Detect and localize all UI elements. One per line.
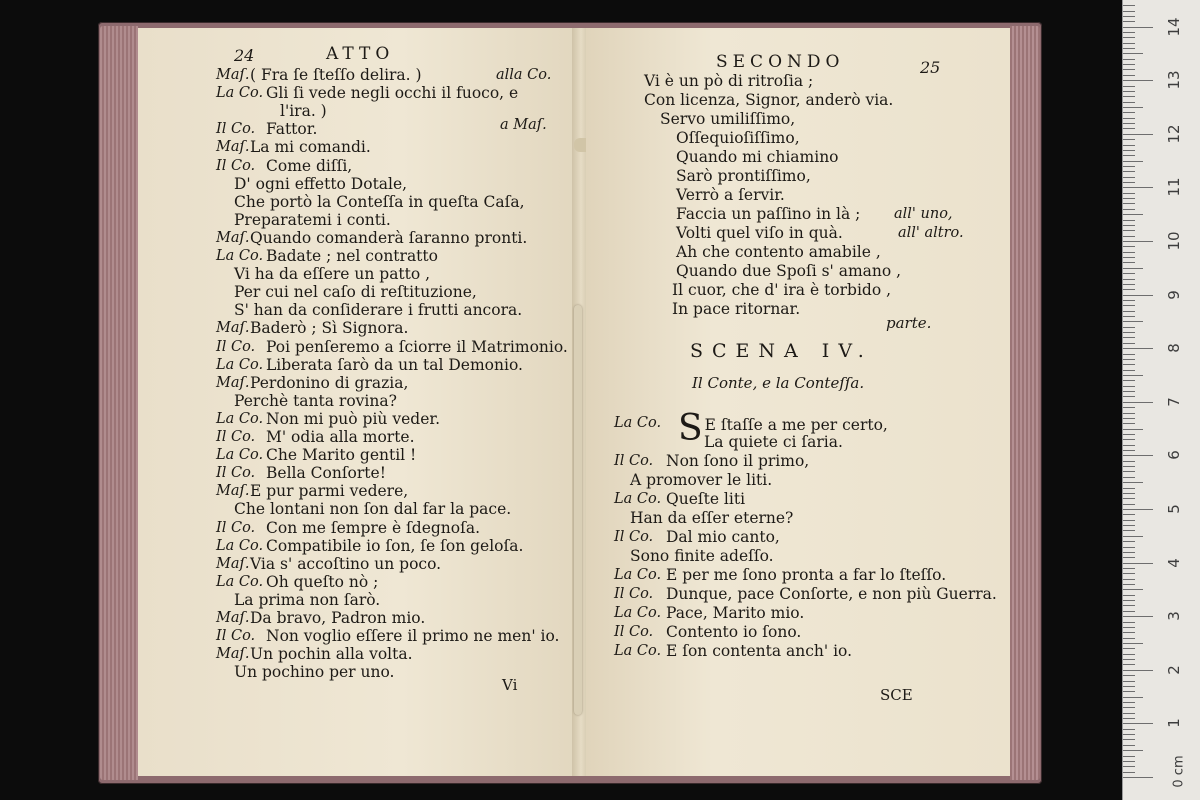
- ruler-tick: [1123, 766, 1135, 767]
- ruler-tick: [1123, 375, 1143, 376]
- right-page: [586, 28, 1010, 776]
- ruler-tick: [1123, 616, 1153, 617]
- verse-text: Quando due Spoſi s' amano ,: [676, 262, 902, 280]
- dialogue-text: Dunque, pace Conſorte, e non più Guerra.: [666, 585, 997, 603]
- ruler-tick: [1123, 166, 1135, 167]
- speaker-label: La Co.: [216, 537, 264, 554]
- left-catchword: Vi: [502, 676, 518, 694]
- verse-text: Con licenza, Signor, anderò via.: [644, 91, 894, 109]
- ruler-tick: [1123, 772, 1135, 773]
- ruler-tick: [1123, 305, 1135, 306]
- ruler-tick: [1123, 579, 1135, 580]
- ruler-tick: [1123, 354, 1135, 355]
- dialogue-text: Pace, Marito mio.: [666, 604, 805, 622]
- ruler-tick: [1123, 445, 1135, 446]
- ruler-tick: [1123, 300, 1135, 301]
- ruler-tick: [1123, 675, 1135, 676]
- ruler-tick: [1123, 600, 1135, 601]
- ruler-tick: [1123, 246, 1135, 247]
- ruler-tick: [1123, 64, 1135, 65]
- ruler-tick: [1123, 584, 1135, 585]
- ruler-tick: [1123, 707, 1135, 708]
- speaker-label: Il Co.: [216, 628, 256, 645]
- ruler-tick: [1123, 595, 1135, 596]
- ruler-tick: [1123, 541, 1135, 542]
- speaker-label: Maſ.: [216, 610, 250, 626]
- ruler-tick: [1123, 295, 1153, 296]
- ruler-tick: [1123, 573, 1135, 574]
- right-page-number: 25: [920, 58, 941, 77]
- line-text: Baderò ; Sì Signora.: [250, 319, 409, 338]
- ruler-number: 2: [1165, 665, 1183, 675]
- ruler-tick: [1123, 348, 1153, 349]
- ruler-tick: [1123, 461, 1135, 462]
- ruler-tick: [1123, 241, 1153, 242]
- ruler-number: 10: [1165, 231, 1183, 251]
- dialogue-text: Dal mio canto,: [666, 528, 780, 546]
- ruler-tick: [1123, 697, 1143, 698]
- ruler-tick: [1123, 16, 1135, 17]
- line-text: Come diſſi,: [266, 156, 353, 175]
- line-text: Liberata ſarò da un tal Demonio.: [266, 355, 523, 374]
- ruler-tick: [1123, 11, 1135, 12]
- ruler-tick: [1123, 718, 1135, 719]
- ruler-number: 9: [1165, 289, 1183, 300]
- ruler-tick: [1123, 439, 1135, 440]
- line-text: S' han da conſiderare i frutti ancora.: [234, 301, 523, 320]
- ruler-tick: [1123, 557, 1135, 558]
- line-text: Preparatemi i conti.: [234, 210, 391, 229]
- ruler-tick: [1123, 482, 1143, 483]
- speaker-label: La Co.: [216, 356, 264, 373]
- dialogue-text: A promover le liti.: [630, 471, 773, 489]
- ruler-tick: [1123, 713, 1135, 714]
- speaker-label: Maſ.: [216, 483, 250, 500]
- ruler-tick: [1123, 262, 1135, 263]
- dialogue-text: E per me ſono pronta a far lo ſteſſo.: [666, 566, 947, 584]
- ruler-tick: [1123, 145, 1135, 146]
- ruler-tick: [1123, 547, 1135, 548]
- ruler-tick: [1123, 681, 1135, 682]
- ruler-tick: [1123, 327, 1135, 328]
- stage-direction: alla Co.: [496, 67, 552, 83]
- ruler-tick: [1123, 514, 1135, 515]
- ruler-tick: [1123, 161, 1143, 162]
- speaker-label: La Co.: [614, 415, 662, 431]
- ruler-tick: [1123, 332, 1135, 333]
- speaker-label: Il Co.: [216, 465, 256, 482]
- line-text: Via s' accoſtino un poco.: [250, 554, 442, 573]
- ruler-tick: [1123, 563, 1153, 564]
- ruler-tick: [1123, 59, 1135, 60]
- ruler-tick: [1123, 622, 1135, 623]
- ruler-tick: [1123, 407, 1135, 408]
- ruler-number: 12: [1165, 124, 1183, 144]
- ruler-tick: [1123, 638, 1135, 639]
- dialogue-text: Sono finite adeſſo.: [630, 547, 774, 565]
- ruler-tick: [1123, 252, 1135, 253]
- line-text: Oh queſto nò ;: [266, 572, 379, 591]
- ruler-number: 4: [1165, 557, 1183, 568]
- ruler-tick: [1123, 648, 1135, 649]
- verse-text: Ah che contento amabile ,: [676, 243, 881, 261]
- ruler-tick: [1123, 53, 1143, 54]
- ruler-tick: [1123, 43, 1135, 44]
- ruler-tick: [1123, 193, 1135, 194]
- ruler-tick: [1123, 32, 1135, 33]
- ruler-tick: [1123, 568, 1135, 569]
- ruler-tick: [1123, 686, 1135, 687]
- speaker-label: Il Co.: [614, 586, 654, 602]
- ruler-number: 7: [1165, 397, 1183, 407]
- ruler-tick: [1123, 118, 1135, 119]
- ruler-tick: [1123, 289, 1135, 290]
- ruler-tick: [1123, 343, 1135, 344]
- line-text: Da bravo, Padron mio.: [250, 609, 426, 627]
- measuring-ruler: [1122, 0, 1200, 800]
- line-text: Un pochin alla volta.: [250, 645, 413, 664]
- verse-text: Vi è un pò di ritroſia ;: [644, 72, 814, 90]
- ruler-tick: [1123, 155, 1135, 156]
- right-catchword: SCE: [880, 686, 913, 704]
- ruler-tick: [1123, 209, 1135, 210]
- ruler-tick: [1123, 380, 1135, 381]
- ruler-tick: [1123, 761, 1135, 762]
- speaker-label: Il Co.: [216, 157, 256, 174]
- ruler-unit-label: 0 cm: [1171, 755, 1187, 788]
- verse-text: Servo umiliſſimo,: [660, 110, 796, 128]
- speaker-label: Maſ.: [216, 229, 250, 246]
- verse-text: Quando mi chiamino: [676, 148, 839, 166]
- ruler-number: 13: [1165, 70, 1183, 90]
- ruler-tick: [1123, 21, 1135, 22]
- verse-text: Oſſequioſiſſimo,: [676, 129, 800, 147]
- ruler-tick: [1123, 128, 1135, 129]
- ruler-number: 8: [1165, 343, 1183, 353]
- ruler-tick: [1123, 48, 1135, 49]
- speaker-label: La Co.: [614, 567, 662, 583]
- speaker-label: La Co.: [614, 643, 662, 659]
- ruler-tick: [1123, 450, 1135, 451]
- ruler-tick: [1123, 520, 1135, 521]
- ruler-tick: [1123, 471, 1135, 472]
- line-text: Vi ha da eſſere un patto ,: [234, 265, 431, 284]
- ruler-tick: [1123, 359, 1135, 360]
- speaker-label: Il Co.: [216, 338, 256, 355]
- speaker-label: La Co.: [216, 85, 264, 102]
- ruler-tick: [1123, 27, 1153, 28]
- ruler-tick: [1123, 756, 1135, 757]
- ruler-number: 11: [1165, 177, 1183, 197]
- speaker-label: Maſ.: [216, 67, 250, 83]
- ruler-tick: [1123, 214, 1143, 215]
- ruler-tick: [1123, 777, 1153, 778]
- speaker-label: Maſ.: [216, 374, 250, 391]
- ruler-tick: [1123, 182, 1135, 183]
- left-page-number: 24: [234, 46, 255, 65]
- speaker-label: La Co.: [216, 248, 264, 264]
- binding-thread: [574, 305, 582, 715]
- ruler-tick: [1123, 187, 1153, 188]
- ruler-number: 14: [1165, 17, 1183, 37]
- ruler-tick: [1123, 429, 1143, 430]
- ruler-tick: [1123, 284, 1135, 285]
- ruler-tick: [1123, 605, 1135, 606]
- line-text: Perdonino di grazia,: [250, 373, 409, 392]
- speaker-label: Il Co.: [614, 529, 654, 545]
- dialogue-text-rest: E ſtaſſe a me per certo,: [704, 416, 888, 434]
- speaker-label: Maſ.: [216, 646, 250, 663]
- ruler-tick: [1123, 423, 1135, 424]
- ruler-tick: [1123, 750, 1143, 751]
- dialogue-text: Queſte liti: [666, 490, 746, 508]
- ruler-tick: [1123, 107, 1143, 108]
- line-text: l'ira. ): [280, 102, 327, 121]
- ruler-tick: [1123, 370, 1135, 371]
- ruler-tick: [1123, 391, 1135, 392]
- verse-text: In pace ritornar.: [672, 300, 801, 318]
- ruler-tick: [1123, 123, 1135, 124]
- scene-title: SCENA IV.: [690, 340, 873, 362]
- ruler-tick: [1123, 691, 1135, 692]
- ruler-number: 6: [1165, 450, 1183, 461]
- stage-direction: all' altro.: [898, 225, 964, 241]
- ruler-tick: [1123, 37, 1135, 38]
- ruler-tick: [1123, 739, 1135, 740]
- ruler-tick: [1123, 466, 1135, 467]
- ruler-tick: [1123, 504, 1135, 505]
- ruler-tick: [1123, 257, 1135, 258]
- ruler-tick: [1123, 418, 1135, 419]
- speaker-label: Il Co.: [216, 519, 256, 536]
- speaker-label: La Co.: [216, 410, 264, 427]
- speaker-label: La Co.: [216, 447, 264, 464]
- book-edge-right: [1010, 26, 1040, 780]
- ruler-tick: [1123, 112, 1135, 113]
- ruler-tick: [1123, 493, 1135, 494]
- line-text: Quando comanderà ſaranno pronti.: [250, 228, 528, 247]
- ruler-tick: [1123, 589, 1143, 590]
- line-text: Che Marito gentil !: [266, 446, 417, 465]
- ruler-tick: [1123, 498, 1135, 499]
- line-text: Perchè tanta rovina?: [234, 391, 397, 410]
- line-text: Badate ; nel contratto: [266, 247, 438, 265]
- ruler-tick: [1123, 86, 1135, 87]
- left-page: [138, 28, 578, 776]
- ruler-tick: [1123, 477, 1135, 478]
- ruler-number: 1: [1165, 718, 1183, 729]
- line-text: ( Fra ſe ſteſſo delira. ): [250, 66, 422, 84]
- line-text: E pur parmi vedere,: [250, 482, 409, 501]
- speaker-label: Il Co.: [216, 121, 256, 138]
- ruler-tick: [1123, 434, 1135, 435]
- ruler-tick: [1123, 413, 1135, 414]
- ruler-tick: [1123, 139, 1135, 140]
- speaker-label: Maſ.: [216, 555, 250, 572]
- dialogue-text: E ſon contenta anch' io.: [666, 642, 853, 660]
- ruler-tick: [1123, 96, 1135, 97]
- right-running-head: SECONDO: [716, 52, 845, 72]
- speaker-label: Maſ.: [216, 320, 250, 337]
- ruler-tick: [1123, 702, 1135, 703]
- ruler-tick: [1123, 536, 1143, 537]
- ruler-tick: [1123, 611, 1135, 612]
- ruler-tick: [1123, 659, 1135, 660]
- line-text: Un pochino per uno.: [234, 663, 395, 682]
- dialogue-text: Han da eſſer eterne?: [630, 509, 794, 527]
- ruler-tick: [1123, 321, 1143, 322]
- exit-note: parte.: [886, 314, 932, 332]
- line-text: D' ogni effetto Dotale,: [234, 174, 408, 193]
- ruler-tick: [1123, 69, 1135, 70]
- ruler-tick: [1123, 627, 1135, 628]
- stage-direction: all' uno,: [894, 206, 953, 222]
- line-text: La prima non ſarò.: [234, 590, 381, 609]
- line-text: La mi comandi.: [250, 138, 371, 157]
- ruler-tick: [1123, 654, 1135, 655]
- ruler-tick: [1123, 134, 1153, 135]
- ruler-tick: [1123, 279, 1135, 280]
- ruler-tick: [1123, 236, 1135, 237]
- verse-text: Il cuor, che d' ira è torbido ,: [672, 281, 892, 299]
- stage-direction: a Maſ.: [500, 117, 547, 134]
- ruler-tick: [1123, 203, 1135, 204]
- ruler-tick: [1123, 670, 1153, 671]
- line-text: Per cui nel caſo di reſtituzione,: [234, 283, 477, 302]
- ruler-tick: [1123, 337, 1135, 338]
- ruler-tick: [1123, 198, 1135, 199]
- ruler-tick: [1123, 723, 1153, 724]
- line-text: Bella Conſorte!: [266, 464, 386, 483]
- ruler-tick: [1123, 150, 1135, 151]
- book-edge-left: [100, 26, 138, 780]
- ruler-tick: [1123, 455, 1153, 456]
- ruler-tick: [1123, 664, 1135, 665]
- ruler-tick: [1123, 632, 1135, 633]
- scene-characters: Il Conte, e la Conteſſa.: [692, 374, 865, 392]
- ruler-tick: [1123, 552, 1135, 553]
- verse-text: Volti quel viſo in quà.: [676, 224, 843, 242]
- line-text: Non voglio eſſere il primo ne men' io.: [266, 627, 560, 646]
- ruler-tick: [1123, 386, 1135, 387]
- ruler-tick: [1123, 643, 1143, 644]
- ruler-number: 5: [1165, 504, 1183, 514]
- ruler-tick: [1123, 316, 1135, 317]
- ruler-tick: [1123, 745, 1135, 746]
- ruler-tick: [1123, 364, 1135, 365]
- ruler-number: 3: [1165, 611, 1183, 621]
- speaker-label: Maſ.: [216, 139, 250, 156]
- ruler-tick: [1123, 75, 1135, 76]
- left-running-head: ATTO: [326, 44, 395, 64]
- speaker-label: La Co.: [614, 605, 662, 621]
- ruler-tick: [1123, 225, 1135, 226]
- line-text: Che portò la Conteſſa in queſta Caſa,: [234, 192, 525, 211]
- ruler-tick: [1123, 5, 1135, 6]
- ruler-tick: [1123, 102, 1135, 103]
- ruler-tick: [1123, 509, 1153, 510]
- verse-text: Sarò prontiſſimo,: [676, 167, 811, 185]
- ruler-tick: [1123, 177, 1135, 178]
- ruler-tick: [1123, 220, 1135, 221]
- ruler-tick: [1123, 525, 1135, 526]
- ruler-tick: [1123, 80, 1153, 81]
- speaker-label: La Co.: [216, 573, 264, 590]
- ruler-tick: [1123, 230, 1135, 231]
- line-text: Non mi può più veder.: [266, 409, 440, 428]
- speaker-label: Il Co.: [614, 453, 654, 469]
- line-text: Poi penſeremo a ſciorre il Matrimonio.: [266, 337, 568, 356]
- line-text: Fattor.: [266, 120, 318, 139]
- ruler-tick: [1123, 171, 1135, 172]
- ruler-tick: [1123, 734, 1135, 735]
- ruler-tick: [1123, 530, 1135, 531]
- line-text: Con me ſempre è ſdegnoſa.: [266, 518, 481, 537]
- verse-text: Faccia un paſſino in là ;: [676, 205, 861, 223]
- dialogue-text: Non ſono il primo,: [666, 452, 810, 470]
- ruler-tick: [1123, 396, 1135, 397]
- ruler-tick: [1123, 402, 1153, 403]
- ruler-tick: [1123, 729, 1135, 730]
- speaker-label: Il Co.: [614, 624, 654, 640]
- line-text: Gli ſi vede negli occhi il fuoco, e: [266, 84, 519, 103]
- ruler-tick: [1123, 488, 1135, 489]
- line-text: Compatibile io ſon, ſe ſon geloſa.: [266, 536, 524, 555]
- speaker-label: Il Co.: [216, 429, 256, 445]
- ruler-tick: [1123, 311, 1135, 312]
- line-text: Che lontani non ſon dal far la pace.: [234, 500, 512, 519]
- speaker-label: La Co.: [614, 491, 662, 507]
- ruler-tick: [1123, 91, 1135, 92]
- drop-cap: S: [678, 408, 703, 449]
- ruler-tick: [1123, 268, 1143, 269]
- ruler-tick: [1123, 273, 1135, 274]
- dialogue-text: La quiete ci ſaria.: [704, 433, 843, 451]
- dialogue-text: Contento io ſono.: [666, 623, 802, 641]
- line-text: M' odia alla morte.: [266, 428, 415, 446]
- verse-text: Verrò a ſervir.: [676, 186, 785, 204]
